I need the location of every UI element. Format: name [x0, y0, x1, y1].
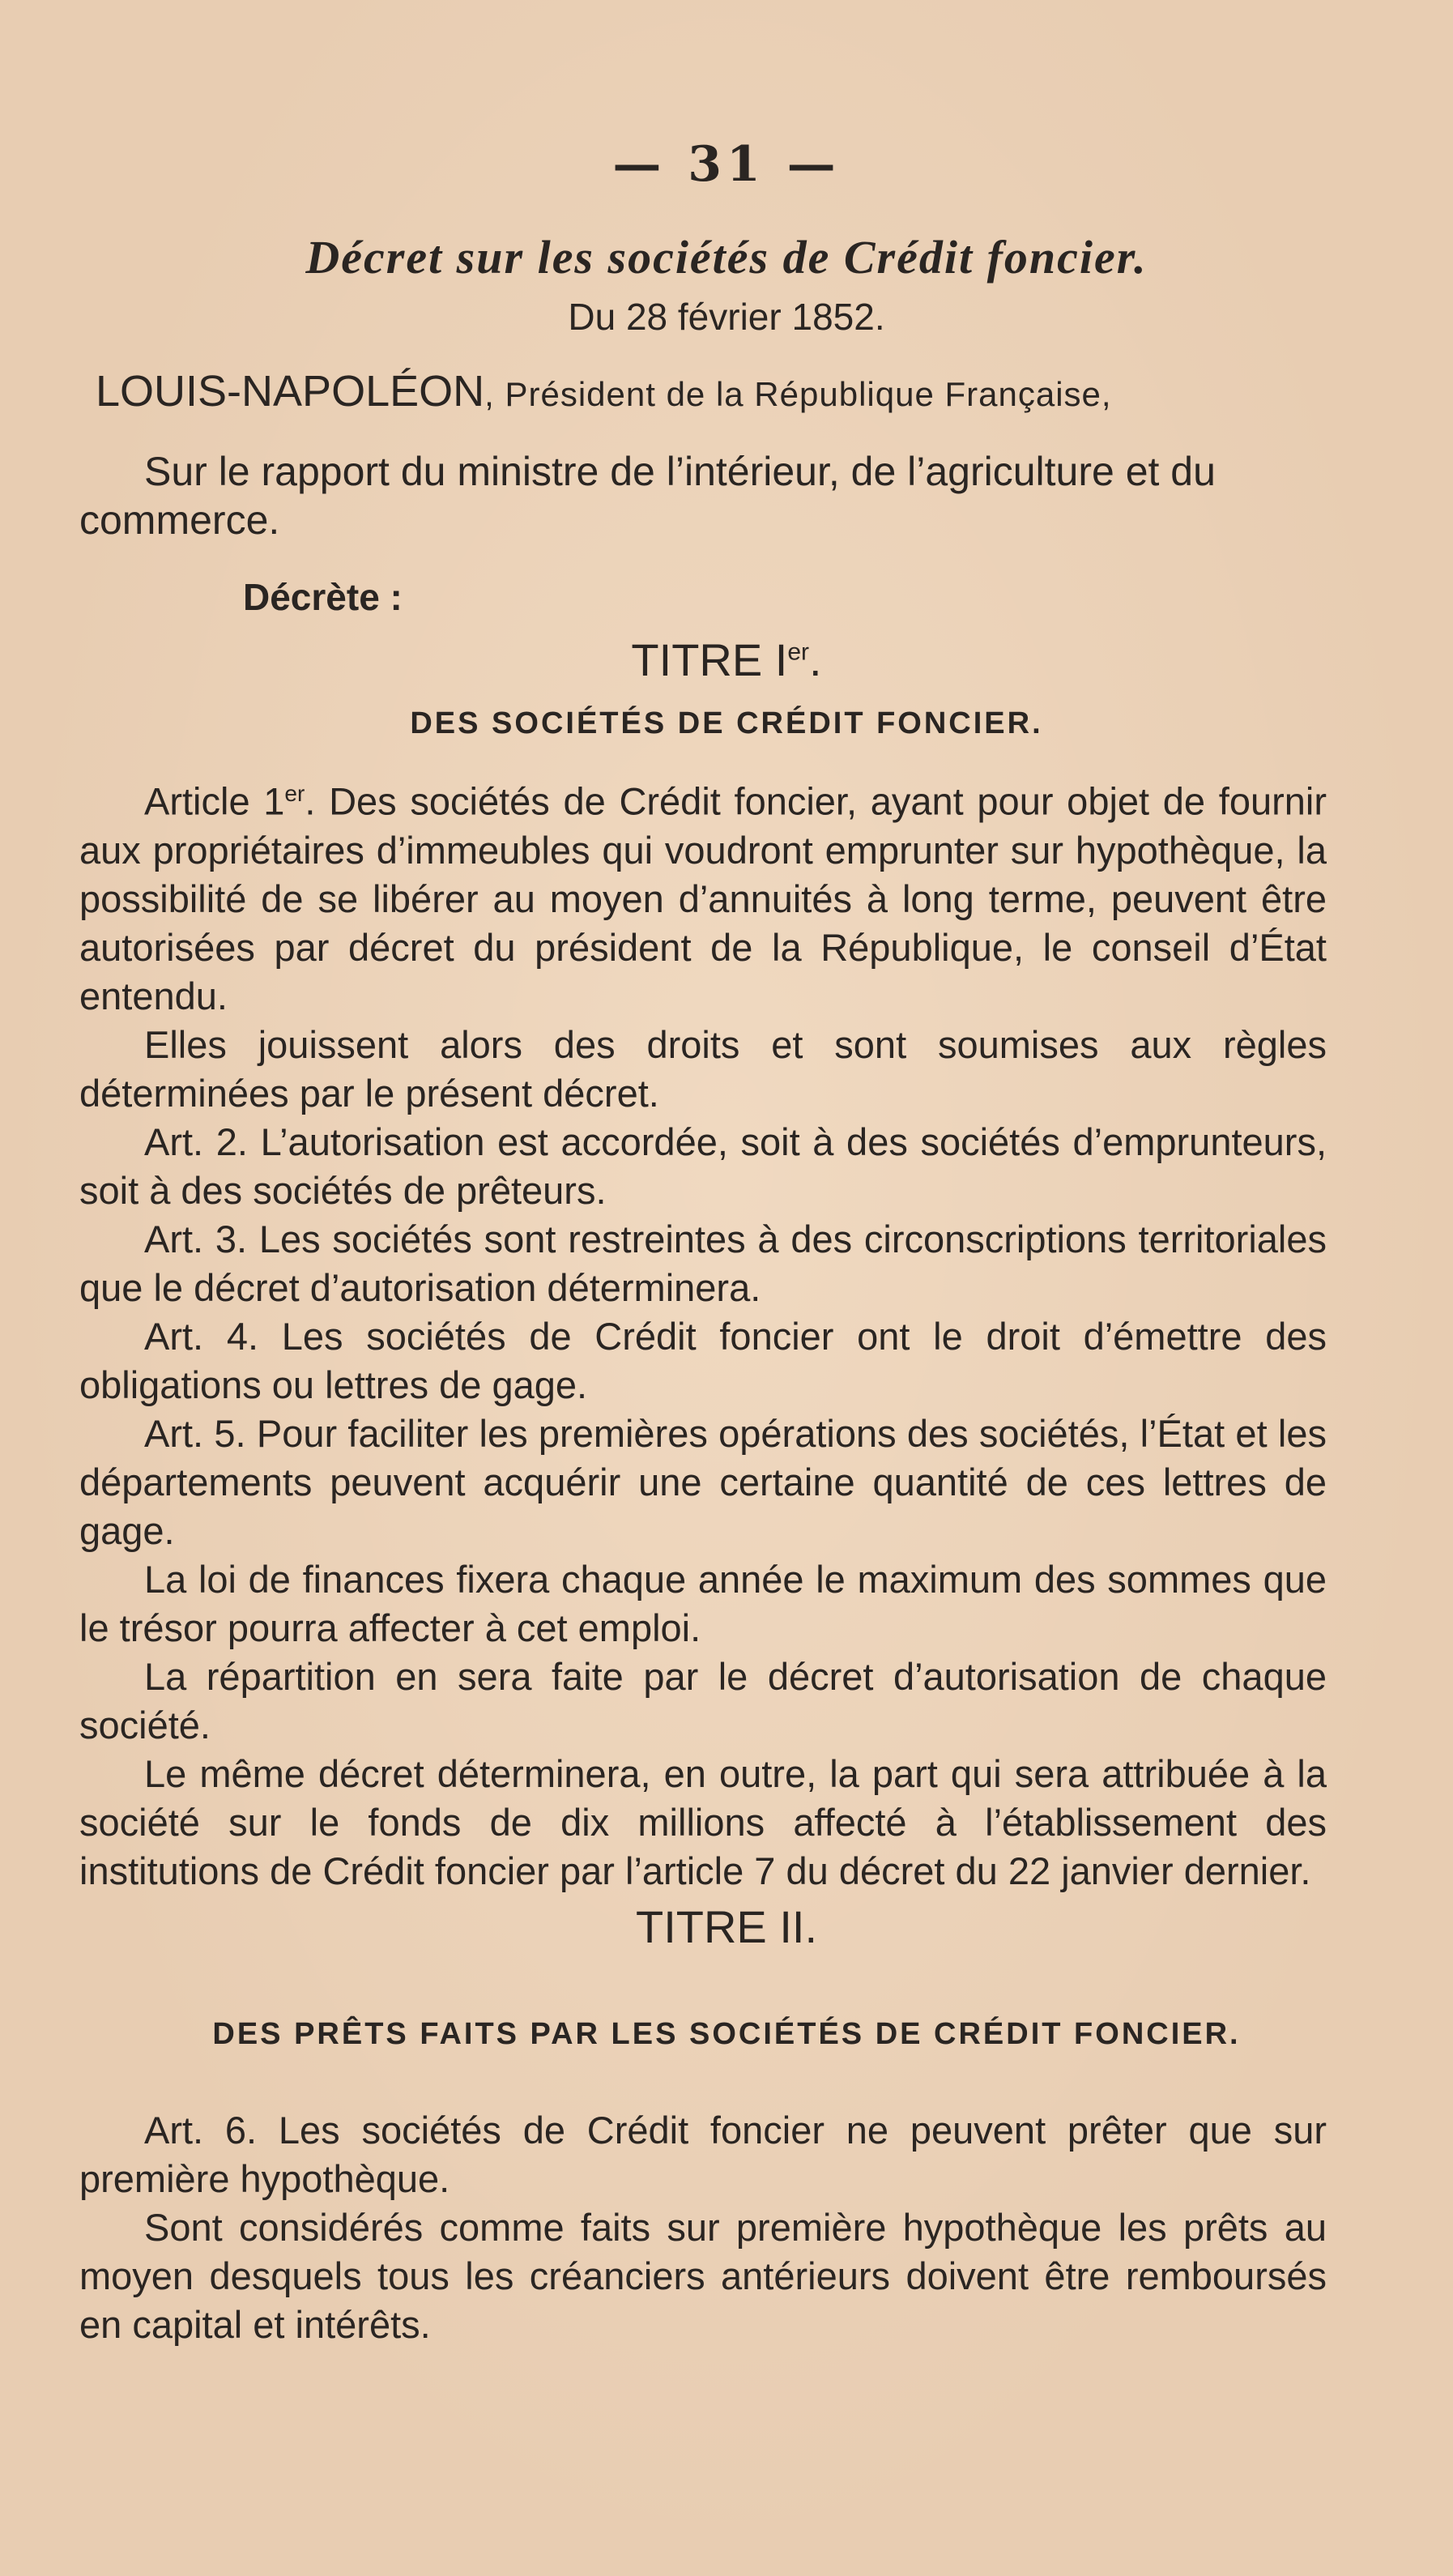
titre-1-subheading: DES SOCIÉTÉS DE CRÉDIT FONCIER. [410, 706, 1043, 740]
decree-date: Du 28 février 1852. [568, 296, 885, 338]
article-1-label: Article 1 [144, 779, 285, 823]
titre-1-suffix: . [809, 634, 822, 685]
article-3: Art. 3. Les sociétés sont restreintes à des circonscriptions territoriales que le décret d’autorisation déterminera. [79, 1217, 1327, 1309]
titre-2-subheading: DES PRÊTS FAITS PAR LES SOCIÉTÉS DE CRÉDIT FONCIER. [212, 2017, 1241, 2051]
preamble-report: Sur le rapport du ministre de l’intérieur, de l’agriculture et du commerce. [79, 449, 1216, 543]
preamble-president [96, 366, 1359, 416]
article-1-text: . Des sociétés de Crédit foncier, ayant pour objet de fournir aux propriétaires d’immeubles qui voudront emprunter sur hypothèque, la possibilité de se libérer au moyen d’annuités à long terme, peuvent être autorisées par décret du président de la République, le conseil d’État entendu. [79, 779, 1327, 1017]
page-number: — 31 — [612, 136, 841, 193]
article-2: Art. 2. L’autorisation est accordée, soit à des sociétés d’emprunteurs, soit à des sociétés de prêteurs. [79, 1120, 1327, 1212]
decrete-label: Décrète : [243, 576, 403, 618]
decree-title: Décret sur les sociétés de Crédit foncier. [305, 231, 1148, 284]
article-5-paragraph-4: Le même décret déterminera, en outre, la part qui sera attribuée à la société sur le fonds de dix millions affecté à l’établissement des institutions de Crédit foncier par l’article 7 du décret du 22 janvier dernier. [79, 1751, 1327, 1892]
article-5: Art. 5. Pour faciliter les premières opérations des sociétés, l’État et les départements peuvent acquérir une certaine quantité de ces lettres de gage. [79, 1411, 1327, 1552]
titre-1-sup: er [787, 638, 809, 666]
article-1 [79, 770, 1327, 1021]
article-1-paragraph-2: Elles jouissent alors des droits et sont soumises aux règles déterminées par le présent décret. [79, 1022, 1327, 1115]
article-5-paragraph-3: La répartition en sera faite par le décret d’autorisation de chaque société. [79, 1654, 1327, 1746]
article-5-paragraph-2: La loi de finances fixera chaque année le maximum des sommes que le trésor pourra affecter à cet emploi. [79, 1557, 1327, 1649]
titre-2-heading: TITRE II. [636, 1901, 817, 1952]
article-1-sup: er [284, 781, 305, 806]
titre-1-label: TITRE I [631, 634, 788, 685]
titre-1-heading [0, 633, 1453, 686]
article-4: Art. 4. Les sociétés de Crédit foncier ont le droit d’émettre des obligations ou lettres de gage. [79, 1314, 1327, 1406]
article-6: Art. 6. Les sociétés de Crédit foncier ne peuvent prêter que sur première hypothèque. [79, 2109, 1327, 2200]
article-6-paragraph-2: Sont considérés comme faits sur première hypothèque les prêts au moyen desquels tous les créanciers antérieurs doivent être remboursés en capital et intérêts. [79, 2206, 1327, 2346]
titre-1-body [79, 770, 1327, 1896]
preamble-name: LOUIS-NAPOLÉON [96, 367, 485, 416]
preamble-office: , Président de la République Française, [484, 375, 1112, 413]
titre-2-body [79, 2106, 1327, 2349]
